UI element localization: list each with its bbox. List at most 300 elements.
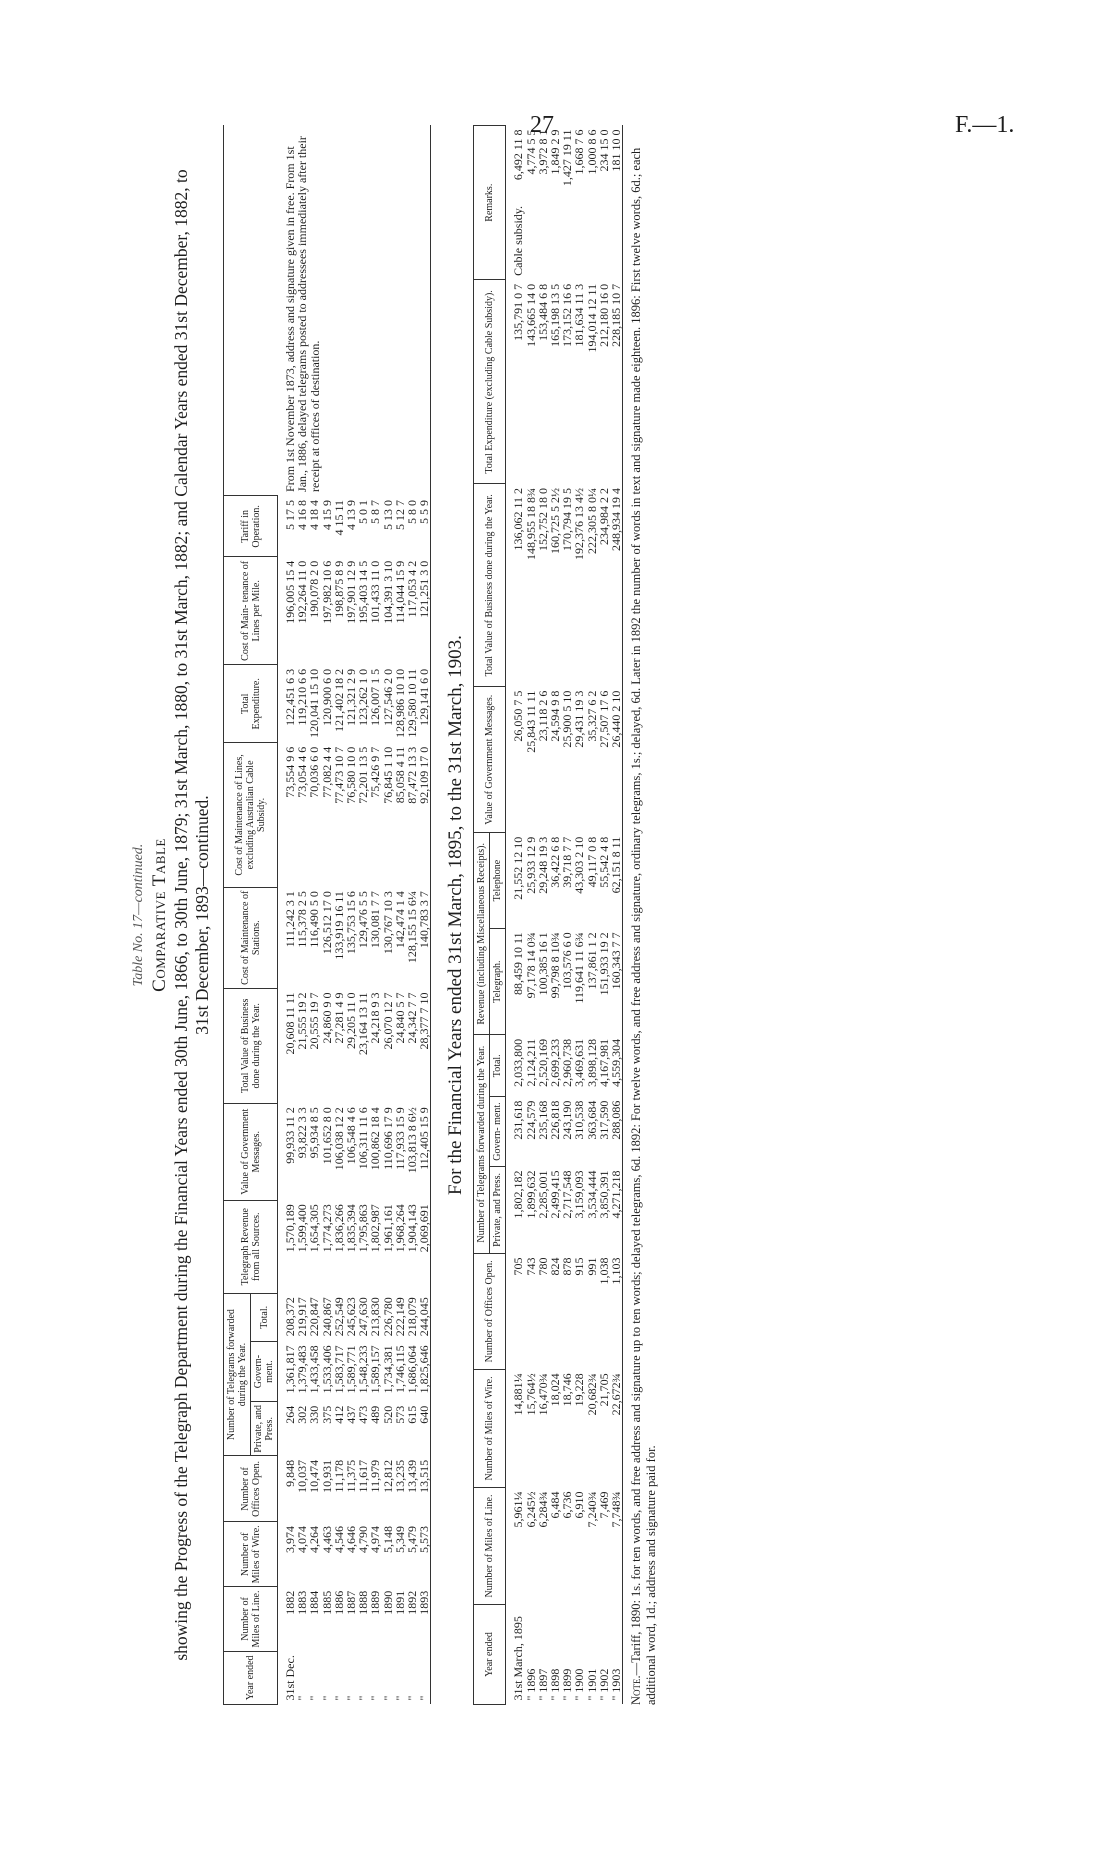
table-cell: 1,548,233 [356,1345,371,1394]
table-cell: 15,764½ [523,1373,538,1416]
table-cell: 99,933 11 2 [283,1107,297,1164]
table-cell: 7,240¾ [584,1491,599,1528]
table-cell: 24,594 9 8 [548,690,563,742]
table-cell: 302 [295,1405,310,1424]
page-number: 27 [530,112,554,138]
table-cell: 6,484 [548,1491,563,1519]
t1-header-miles-line: Number of Miles of Line. [224,1587,278,1651]
tariff-text: From 1st November 1873, address and signature given in free. From 1st Jan., 1886, delayed telegrams posted to addressees immediately after their receipt at offices of destination. [282,136,322,492]
table-cell: " 1896 [523,1668,538,1701]
table-cell: 28,377 7 10 [417,992,432,1050]
table-cell: 915 [572,1257,587,1276]
table-cell: 2,499,415 [548,1170,563,1219]
table-cell: 13,235 [392,1459,407,1493]
table-cell: 135,753 15 6 [344,891,359,955]
table-cell: 75,426 9 7 [368,746,383,798]
table-cell: " 1903 [609,1668,624,1701]
t1-header-miles-wire: Number of Miles of Wire. [224,1522,278,1587]
table-cell: 222,305 8 0¼ [584,487,599,554]
table-cell: 288,086 [609,1100,624,1140]
t1-header-cost-stations: Cost of Maintenance of Stations. [224,887,278,988]
table-cell: 23,164 13 11 [356,992,371,1055]
table-cell: 231,618 [511,1100,526,1140]
table-cell: 310,538 [572,1100,587,1140]
table-cell: 1890 [380,1590,395,1615]
table-cell: 127,546 2 0 [380,668,395,726]
table-cell: 2,285,001 [535,1170,550,1219]
table-cell: 878 [560,1257,575,1276]
table-cell: 29,248 19 3 [535,836,550,894]
table-cell: 137,861 1 2 [584,932,599,990]
table-cell: 5 8 7 [368,499,383,524]
table-cell: 181 10 0 [609,129,624,172]
table-cell: 152,752 18 0 [535,487,550,551]
table-cell: 1,899,632 [523,1170,538,1219]
table-cell: 615 [405,1405,420,1424]
table-cell: 4,790 [356,1525,371,1553]
table-cell: " [405,1695,420,1701]
table-cell: 49,117 0 8 [584,836,599,888]
table-cell: 110,696 17 9 [380,1107,395,1170]
table-cell: 264 [283,1405,297,1424]
table-cell: 222,149 [392,1297,407,1337]
table1-heading: showing the Progress of the Telegraph Department during the Financial Years ended 30th June, 1866, to 30th June, 1879; 31st March, 1880, to 31st March, 1882; and Calendar Years ended 31st December, 1882, to 31st December, 1893—continued. [171,169,212,1661]
table-cell: 4 18 4 [307,499,322,530]
table-cell: 1886 [331,1590,346,1615]
table-cell: 197,982 10 6 [319,560,334,624]
table-cell: 92,109 17 0 [417,746,432,804]
t1-header-cost-per-mile: Cost of Main- tenance of Lines per Mile. [224,557,278,665]
table-cell: 10,931 [319,1459,334,1493]
table-cell: 234,984 2 2 [596,487,611,545]
table-cell: 95,934 8 5 [307,1107,322,1159]
t2-header-telephone: Telephone [490,833,506,929]
table-cell: 208,372 [283,1297,297,1337]
table-cell: 3,972 8 1 [535,129,550,175]
table-cell: 1889 [368,1590,383,1615]
table-cell: 705 [511,1257,526,1276]
table-cell: 4,559,304 [609,1038,624,1087]
t2-header-year-ended: Year ended [474,1605,506,1705]
t2-header-government: Govern- ment. [490,1097,506,1167]
t1-header-government: Govern- ment. [251,1341,278,1401]
table-cell: 4,463 [319,1525,334,1553]
table-cell: 130,767 10 3 [380,891,395,955]
table-cell: 123,262 1 0 [356,668,371,726]
table-cell: 5,148 [380,1525,395,1553]
remarks-text: Cable subsidy. [511,206,526,276]
table-row [278,125,297,1705]
table-cell: 4 13 9 [344,499,359,530]
page-id: F.—1. [955,112,1015,138]
t2-header-revenue-group: Revenue (including Miscellaneous Receipts). [474,833,490,1035]
table-cell: 1883 [295,1590,310,1615]
table-cell: 11,617 [356,1459,371,1493]
table-cell: 198,875 8 9 [331,560,346,618]
table-row [610,126,623,1705]
table-cell: 143,665 14 0 [523,283,538,347]
table-cell: 1885 [319,1590,334,1615]
table-cell: 136,062 11 2 [511,487,526,551]
table-cell: 21,555 19 2 [295,992,310,1050]
table-cell: 5 13 0 [380,499,395,530]
table-cell: 1,686,064 [405,1345,420,1394]
t2-header-gov-messages: Value of Government Messages. [474,687,506,833]
table-cell: 196,005 15 4 [283,560,297,624]
table-cell: 4 15 11 [331,499,346,536]
table-cell: 117,053 4 2 [405,560,420,618]
table-cell: 99,798 8 10¾ [548,932,563,999]
table-cell: 21,705 [596,1373,611,1407]
t2-header-business: Total Value of Business done during the Year. [474,484,506,687]
table-cell: 3,974 [283,1525,297,1553]
table-row [586,126,598,1705]
table-cell: 1891 [392,1590,407,1615]
table-cell: 1893 [417,1590,432,1615]
table-cell: 148,955 18 8¾ [523,487,538,560]
table-cell: 62,151 8 11 [609,836,624,894]
table-cell: 2,717,548 [560,1170,575,1219]
table-cell: 226,818 [548,1100,563,1140]
table-cell: 31st Dec. [283,1655,297,1701]
t1-header-total: Total. [251,1293,278,1341]
table-cell: 220,847 [307,1297,322,1337]
table-cell: 97,178 14 0¾ [523,932,538,999]
t1-header-offices: Number of Offices Open. [224,1456,278,1522]
table-cell: 218,079 [405,1297,420,1337]
table-cell: 140,783 3 7 [417,891,432,949]
table-cell: 14,881¼ [511,1373,526,1416]
table-cell: 101,652 8 0 [319,1107,334,1165]
table-cell: 181,634 11 3 [572,283,587,347]
table-cell: 4,546 [331,1525,346,1553]
table-row [525,126,537,1705]
table-cell: 93,822 3 3 [295,1107,310,1159]
table-cell: 106,548 4 6 [344,1107,359,1165]
table-cell: " 1901 [584,1668,599,1701]
table-cell: 1,589,157 [368,1345,383,1394]
table-cell: 11,375 [344,1459,359,1493]
table-cell: 128,155 15 6¼ [405,891,420,964]
table-cell: 129,476 5 5 [356,891,371,949]
table-cell: 16,470¾ [535,1373,550,1416]
table-cell: 1,433,458 [307,1345,322,1394]
table-cell: 5,479 [405,1525,420,1553]
table-cell: 13,439 [405,1459,420,1493]
table-cell: 160,725 5 2½ [548,487,563,554]
table-cell: 190,078 2 0 [307,560,322,618]
table-cell: 194,014 12 11 [584,283,599,353]
table-cell: 2,069,691 [417,1204,432,1253]
table-cell: 5 12 7 [392,499,407,530]
table-cell: 192,264 11 0 [295,560,310,624]
table-cell: 160,343 7 7 [609,932,624,990]
table-cell: 1,654,305 [307,1204,322,1253]
table-cell: 1,000 8 6 [584,129,599,175]
table-cell: 100,385 16 1 [535,932,550,996]
table-cell: " 1900 [572,1668,587,1701]
table-cell: 11,178 [331,1459,346,1493]
table-cell: 130,081 7 7 [368,891,383,949]
table-cell: 25,933 12 9 [523,836,538,894]
table-cell: 213,830 [368,1297,383,1337]
table-cell: 780 [535,1257,550,1276]
table-cell: 35,327 6 2 [584,690,599,742]
table-cell: 121,402 18 2 [331,668,346,732]
t1-header-telegrams-group: Number of Telegrams forwarded during the Year. [224,1293,251,1456]
table-cell: 195,403 14 5 [356,560,371,624]
table-cell: 73,054 4 6 [295,746,310,798]
table-cell: 18,746 [560,1373,575,1407]
table-cell: 5,961¼ [511,1491,526,1528]
table-cell: " 1902 [596,1668,611,1701]
table-cell: 437 [344,1405,359,1424]
table-cell: 212,180 16 0 [596,283,611,347]
table-cell: 247,630 [356,1297,371,1337]
table-cell: 100,862 18 4 [368,1107,383,1171]
table-cell: 170,794 19 5 [560,487,575,551]
table-cell: 1,103 [609,1257,624,1285]
table-cell: 20,555 19 7 [307,992,322,1050]
table-cell: 2,520,169 [535,1038,550,1087]
table-cell: 13,515 [417,1459,432,1493]
table-cell: 39,718 7 7 [560,836,575,888]
table-cell: " [417,1695,432,1701]
table-cell: " [368,1695,383,1701]
t2-header-telegrams-group: Number of Telegrams forwarded during the Year. [474,1035,490,1254]
table-cell: 10,037 [295,1459,310,1493]
table-cell: 20,608 11 11 [283,992,297,1055]
table-cell: 743 [523,1257,538,1276]
table-cell: 1,583,717 [331,1345,346,1394]
table2-subheading: For the Financial Years ended 31st March, 1895, to the 31st March, 1903. [445,635,467,1195]
t1-header-gov-messages: Value of Government Messages. [224,1103,278,1200]
table-cell: 234 15 0 [596,129,611,172]
t1-header-tariff: Tariff in Operation. [224,496,278,557]
table-cell: 76,580 10 0 [344,746,359,804]
table-cell: 119,641 11 6¾ [572,932,587,1004]
table-row [561,126,573,1705]
table-cell: 173,152 16 6 [560,283,575,347]
table-cell: 112,405 15 9 [417,1107,432,1170]
table-cell: 27,281 4 9 [331,992,346,1044]
table-cell: " [331,1695,346,1701]
table-cell: 5 5 9 [417,499,432,524]
table-cell: 103,576 6 0 [560,932,575,990]
table-cell: 1,961,161 [380,1204,395,1253]
table-cell: 1,668 7 6 [572,129,587,175]
table-cell: 24,860 9 0 [319,992,334,1044]
table-cell: 165,198 13 5 [548,283,563,347]
table-cell: 4,167,981 [596,1038,611,1087]
table-cell: 1,379,483 [295,1345,310,1394]
table-cell: 2,960,738 [560,1038,575,1087]
table-cell: 235,168 [535,1100,550,1140]
t2-header-private: Private, and Press. [490,1166,506,1253]
table-cell: 330 [307,1405,322,1424]
table-cell: 119,210 6 6 [295,668,310,726]
table-row [573,126,585,1705]
table-row [537,126,549,1705]
table-cell: 4,774 5 5 [523,129,538,175]
table-cell: 135,791 0 7 [511,283,526,341]
table-cell: " 1897 [535,1668,550,1701]
table-cell: 27,507 17 6 [596,690,611,748]
t2-header-expenditure: Total Expenditure (excluding Cable Subsidy). [474,280,506,484]
table-cell: 133,919 16 11 [331,891,346,960]
table-cell: 1,570,189 [283,1204,297,1253]
table-cell: 197,901 12 9 [344,560,359,624]
table-cell: 115,378 2 5 [295,891,310,948]
t1-header-private: Private, and Press. [251,1402,278,1456]
table-cell: 412 [331,1405,346,1424]
table-cell: 1,599,400 [295,1204,310,1253]
table-row [506,126,525,1705]
table-cell: 1,774,273 [319,1204,334,1253]
table-cell: 114,044 15 9 [392,560,407,624]
table-cell: " 1899 [560,1668,575,1701]
table-cell: 4,974 [368,1525,383,1553]
table-cell: 88,459 10 11 [511,932,526,995]
table-cell: " 1898 [548,1668,563,1701]
table-cell: 244,045 [417,1297,432,1337]
table-cell: 2,699,233 [548,1038,563,1087]
table-cell: 11,979 [368,1459,383,1493]
table-cell: 151,933 19 2 [596,932,611,996]
table-cell: 24,840 5 7 [392,992,407,1044]
table-cell: 25,900 5 10 [560,690,575,748]
table-cell: 1,835,394 [344,1204,359,1253]
table-cell: 22,672¾ [609,1373,624,1416]
table-cell: 640 [417,1405,432,1424]
table-cell: " [380,1695,395,1701]
table-cell: " [319,1695,334,1701]
table-cell: 4 15 9 [319,499,334,530]
table-cell: " [344,1695,359,1701]
table-cell: 120,041 15 10 [307,668,322,738]
t1-header-year-ended: Year ended [224,1651,278,1704]
table-cell: 9,848 [283,1459,297,1487]
table-cell: 473 [356,1405,371,1424]
table-cell: 126,512 17 0 [319,891,334,955]
table-cell: 3,534,444 [584,1170,599,1219]
table-cell: 219,917 [295,1297,310,1337]
rotated-document-sheet [131,125,1011,1705]
table-cell: 240,867 [319,1297,334,1337]
t2-header-miles-line: Number of Miles of Line. [474,1488,506,1605]
table-cell: 4 16 8 [295,499,310,530]
table-cell: " [356,1695,371,1701]
table-cell: 1892 [405,1590,420,1615]
table-cell: 248,934 19 4 [609,487,624,551]
table-cell: 12,812 [380,1459,395,1493]
table-cell: 24,218 9 3 [368,992,383,1044]
table-cell: 226,780 [380,1297,395,1337]
table-cell: 106,038 12 2 [331,1107,346,1171]
table-cell: 5 17 5 [283,499,297,530]
table-cell: 4,646 [344,1525,359,1553]
table-cell: 1,589,771 [344,1345,359,1394]
table-cell: 129,141 6 0 [417,668,432,726]
t2-header-total: Total. [490,1035,506,1097]
table-cell: 121,321 2 9 [344,668,359,726]
t2-header-telegraph: Telegraph. [490,928,506,1035]
table-cell: 103,813 8 6½ [405,1107,420,1174]
table-cell: 3,159,093 [572,1170,587,1219]
table-cell: 128,986 10 10 [392,668,407,738]
table-cell: 1,038 [596,1257,611,1285]
table-cell: 6,492 11 8 [511,129,526,181]
table-cell: 489 [368,1405,383,1424]
table-cell: 120,900 6 0 [319,668,334,726]
table-cell: " [307,1695,322,1701]
t1-header-cost-lines: Cost of Maintenance of Lines, excluding Australian Cable Subsidy. [224,743,278,887]
table-cell: 26,070 12 7 [380,992,395,1050]
table-cell: 1,795,863 [356,1204,371,1253]
table-cell: 6,736 [560,1491,575,1519]
table-cell: 1888 [356,1590,371,1615]
table-note [629,125,659,1705]
table-cell: 43,303 2 10 [572,836,587,894]
table-cell: 111,242 3 1 [283,891,297,948]
table-cell: 5,349 [392,1525,407,1553]
table-cell: 29,431 19 3 [572,690,587,748]
table-cell: 76,845 1 10 [380,746,395,804]
t2-body [506,126,623,1705]
table-cell: 245,623 [344,1297,359,1337]
table-cell: 573 [392,1405,407,1424]
table-cell: 101,433 11 0 [368,560,383,624]
table-title-smallcaps: Comparative Table [149,838,170,992]
table-row [598,126,610,1705]
table-cell: 1,825,646 [417,1345,432,1394]
table-cell: 991 [584,1257,599,1276]
table-cell: 1882 [283,1590,297,1615]
table-cell: 122,451 6 3 [283,668,297,726]
table-cell: 1,904,143 [405,1204,420,1253]
t1-header-business: Total Value of Business done during the Year. [224,988,278,1103]
table-cell: 10,474 [307,1459,322,1493]
t1-header-revenue: Telegraph Revenue from all Sources. [224,1200,278,1293]
t1-header-expenditure: Total Expenditure. [224,665,278,743]
table-cell: 121,251 3 0 [417,560,432,618]
table2 [473,125,623,1705]
table-cell: 228,185 10 7 [609,283,624,347]
table-cell: 824 [548,1257,563,1276]
table-cell: 77,082 4 4 [319,746,334,798]
table-cell: 1,802,987 [368,1204,383,1253]
table-cell: 117,933 15 9 [392,1107,407,1170]
table-cell: 5,573 [417,1525,432,1553]
table-cell: 70,036 6 0 [307,746,322,798]
table-cell: 5 8 0 [405,499,420,524]
table-cell: 317,590 [596,1100,611,1140]
table-cell: 1,746,115 [392,1345,407,1393]
table-cell: 1,734,381 [380,1345,395,1394]
table-cell: 3,850,391 [596,1170,611,1219]
t2-header-miles-wire: Number of Miles of Wire. [474,1369,506,1487]
table-cell: 192,376 13 4½ [572,487,587,560]
table-cell: 87,472 13 3 [405,746,420,804]
table-cell: 23,118 2 6 [535,690,550,742]
table-cell: 77,473 10 7 [331,746,346,804]
table-cell: 24,342 7 7 [405,992,420,1044]
table-cell: 4,271,218 [609,1170,624,1219]
table-cell: 5 0 1 [356,499,371,524]
table-cell: 7,469 [596,1491,611,1519]
table-cell: 3,898,128 [584,1038,599,1087]
table-cell: 6,910 [572,1491,587,1519]
